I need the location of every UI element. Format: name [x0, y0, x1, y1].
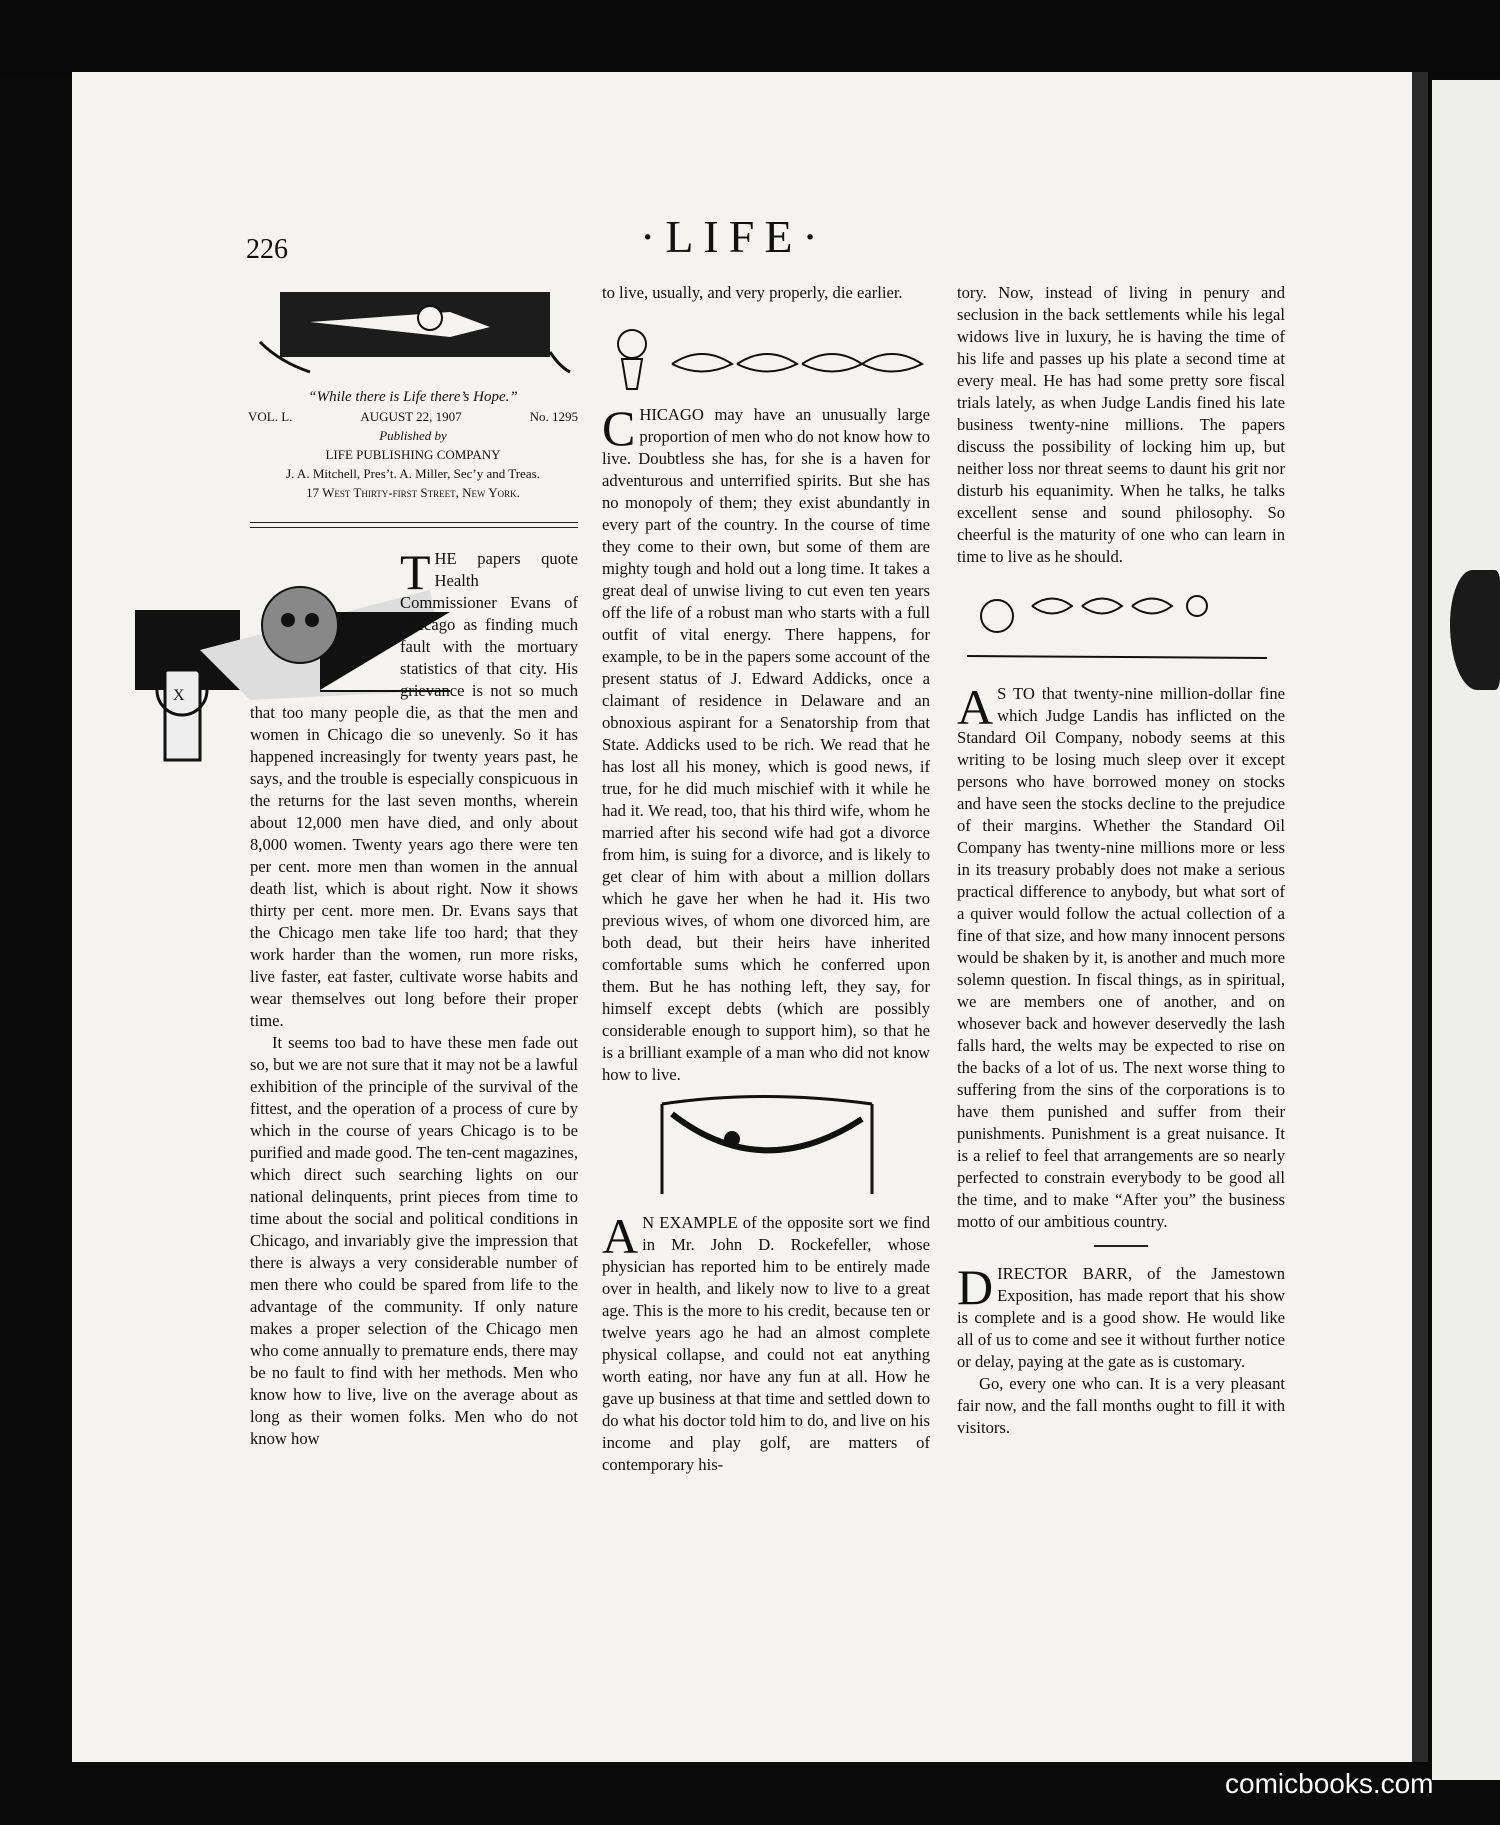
- volume: VOL. L.: [248, 409, 293, 424]
- motto: “While there is Life there’s Hope.”: [308, 389, 518, 405]
- article-paragraph: HE papers quote Health Commissioner Evans of Chicago as finding much fault with the mortuary statistics of that city. His grievance is not so much that too many people die, as that the men and women in Chicago die so unevenly. So it has happened increasingly for twenty years past, he says, and the trouble is especially conspicuous in the returns for the last seven months, wherein about 12,000 men have died, and only about 8,000 women. Twenty years ago there were ten per cent. more men than women in the annual death list, which is about right. Now it shows thirty per cent. more men. Dr. Evans says that the Chicago men take life too hard; that they work harder than the women, run more risks, live faster, eat faster, cultivate worse habits and wear themselves out long before their proper time.: [250, 549, 578, 1030]
- page-number: 226: [246, 234, 288, 265]
- hammock-illustration: [602, 1094, 930, 1204]
- column-2: [602, 282, 930, 1476]
- article-paragraph: HICAGO may have an unusually large proportion of men who do not know how to live. Doubtless she has, for she is a haven for adventurous and unterrified spirits. But she has no monopoly of them; they exist abundantly in every part of the country. In the course of time they come to their own, but some of them are mighty tough and hold out a long time. It takes a great deal of unwise living to cut even ten years off the life of a robust man who starts with a full outfit of vital energy. There happens, for example, to be in the papers some account of the present status of J. Edward Addicks, once a claimant of residence in Delaware and an obnoxious aspirant for a Senatorship from that State. Addicks used to be rich. We read that he has lost all his money, which is good news, if true, for he did much mischief with it while he had it. We read, too, that his third wife, whom he married after his second wife had got a divorce from him, is suing for a divorce, and is likely to get clear of him with about a million dollars which he gave her when he had it. His two previous wives, of whom one divorced him, are both dead, but their heirs have inherited comfortable sums which he conferred upon them. But he has nothing left, they say, for himself except debts (which are possibly considerable enough to support him), so that he is a brilliant example of a man who did not know how to live.: [602, 405, 930, 1084]
- issue-number: No. 1295: [529, 409, 578, 424]
- header-illustration: [250, 282, 580, 382]
- geese-illustration: [602, 304, 930, 404]
- masthead-rule: [250, 522, 578, 528]
- masthead-info: [248, 388, 578, 502]
- scan-border: [0, 0, 1500, 75]
- dropcap: C: [602, 400, 636, 456]
- column-3: [957, 282, 1285, 1439]
- svg-text:X: X: [173, 687, 185, 704]
- section-rule: [1094, 1245, 1148, 1247]
- watermark: comicbooks.com: [1225, 1768, 1434, 1799]
- column-1: [250, 544, 578, 1450]
- article-paragraph: IRECTOR BARR, of the Jamestown Exposition, has made report that his show is complete and is a good show. He would like all of us to come and see it without further notice or delay, paying at the gate as is customary.: [957, 1264, 1285, 1371]
- article-paragraph: It seems too bad to have these men fade out so, but we are not sure that it may not be a lawful exhibition of the principle of the survival of the fittest, and the operation of a process of cure by which in the course of years Chicago is to be purified and made good. The ten-cent magazines, which direct such searching lights on our national delinquents, print pieces from time to time about the social and political conditions in Chicago, and invariably give the impression that there is always a very considerable number of men there who could be spared from life to the advantage of the community. If only nature makes a proper selection of the Chicago men who come annually to premature ends, there may be no fault to find with her methods. Men who know how to live, live on the average about as long as their women folks. Men who do not know how: [250, 1033, 578, 1448]
- publisher-address: 17 West Thirty-first Street, New York.: [306, 485, 520, 500]
- article-paragraph: N EXAMPLE of the opposite sort we find in Mr. John D. Rockefeller, whose physician has reported him to be entirely made over in health, and likely now to live to a great age. This is the more to his credit, because ten or twelve years ago he had an almost complete physical collapse, and could not eat anything worth eating, nor have any fun at all. How he gave up business at that time and settled down to do what his doctor told him to do, and live on his income and play golf, are matters of contemporary his-: [602, 1213, 930, 1474]
- ink-blot: [1450, 570, 1500, 690]
- article-paragraph: Go, every one who can. It is a very pleasant fair now, and the fall months ought to fill it with visitors.: [957, 1374, 1285, 1437]
- chase-illustration: [957, 576, 1285, 671]
- masthead-title: ·LIFE·: [640, 211, 828, 262]
- article-paragraph: S TO that twenty-nine million-dollar fine which Judge Landis has inflicted on the Standard Oil Company, nobody seems at this writing to be losing much sleep over it except persons who have borrowed money on stocks and have seen the stocks decline to the prejudice of their margins. Whether the Standard Oil Company has twenty-nine millions more or less in its treasury probably does not make a serious practical difference to anybody, but what sort of a quiver would follow the actual collection of a fine of that size, and how many innocent persons would be shaken by it, is another and much more solemn question. In fiscal things, as in spiritual, we are members one of another, and on whosever back and however deservedly the lash falls hard, the welts may be expected to rise on the backs of a lot of us. The next worse thing to suffering from the sins of the corporations is to have them punished and suffer from their punishments. Punishment is a great nuisance. It is a relief to feel that arrangements are so nearly perfected to constrain everybody to be good all the time, and to make “After you” the business motto of our ambitious country.: [957, 684, 1285, 1231]
- dropcap: D: [957, 1259, 994, 1315]
- article-paragraph: tory. Now, instead of living in penury and seclusion in the back settlements while his legal widows live in luxury, he is having the time of his life and passes up his plate a second time at every meal. He has had some pretty sore fiscal trials lately, as when Judge Landis fined his late business twenty-nine millions. The papers discuss the possibility of locking him up, but neither loss nor threat seems to daunt his grit nor disturb his equanimity. When he talks, he talks excellent sense and sound philosophy. So cheerful is the maturity of one who can learn in time to live as he should.: [957, 283, 1285, 566]
- illustration-float: [250, 548, 400, 698]
- adjacent-page-edge: [1432, 80, 1500, 1780]
- issue-date: AUGUST 22, 1907: [360, 409, 462, 424]
- binding-gutter: [1412, 72, 1428, 1762]
- dropcap: T: [400, 544, 431, 600]
- article-paragraph: to live, usually, and very properly, die earlier.: [602, 283, 903, 302]
- dropcap: A: [957, 679, 994, 735]
- officers: J. A. Mitchell, Pres’t. A. Miller, Sec’y and Treas.: [286, 466, 540, 481]
- issue-line: [248, 407, 578, 426]
- publisher-name: LIFE PUBLISHING COMPANY: [325, 447, 501, 462]
- dropcap: A: [602, 1208, 639, 1264]
- published-by: Published by: [379, 428, 447, 443]
